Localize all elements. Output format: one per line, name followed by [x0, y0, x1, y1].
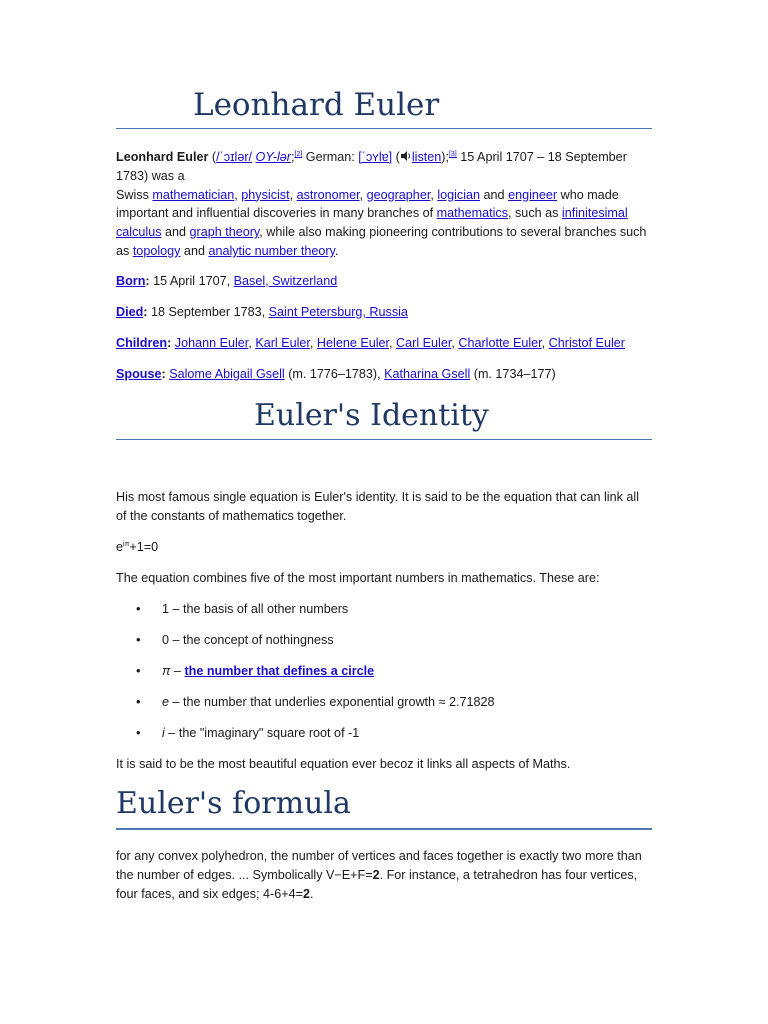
died-line: Died: 18 September 1783, Saint Petersburg, Russia	[116, 305, 408, 319]
reference-2-link[interactable]: [2]	[294, 150, 303, 158]
formula-heading: Euler's formula	[116, 786, 351, 821]
child-link[interactable]: Helene Euler	[316, 336, 390, 350]
spouse-2-link[interactable]: Katharina Gsell	[384, 367, 471, 381]
died-label-link[interactable]: Died	[116, 305, 144, 319]
page-title: Leonhard Euler	[193, 87, 440, 123]
identity-intro-paragraph: The equation combines five of the most important numbers in mathematics. These are:	[116, 571, 600, 585]
intro-paragraph: Leonhard Euler (/ˈɔɪlər/ OY-lər;[2] German: [ˈɔʏlɐ] ( listen);[3] 15 April 1707 – 18 September 1783) was a Swiss mathematician, physicist, astronomer, geographer, logician and engineer who made important and influential discoveries in many branches of mathematics, such as infinitesimal calculus and graph theory, while also making pioneering contributions to several branches such as topology and analytic number theory.	[116, 150, 647, 258]
formula-rule	[116, 828, 652, 830]
subject-name: Leonhard Euler	[116, 150, 209, 164]
list-item: • e – the number that underlies exponential growth ≈ 2.71828	[136, 693, 656, 724]
child-link[interactable]: Karl Euler	[255, 336, 310, 350]
child-link[interactable]: Carl Euler	[396, 336, 452, 350]
identity-rule	[116, 439, 652, 440]
formula-paragraph: for any convex polyhedron, the number of vertices and faces together is exactly two more than the number of edges. ... Symbolically V−E+F=2. For instance, a tetrahedron has four vertices, four faces, and six edges; 4-6+4=2.	[116, 849, 642, 901]
graph-theory-link[interactable]: graph theory	[189, 225, 260, 240]
circle-definition-link[interactable]: the number that defines a circle	[184, 664, 375, 678]
identity-equation: $e^{i\pi}+1=0$	[116, 540, 159, 554]
listen-link[interactable]: listen	[411, 150, 442, 164]
list-item: • 1 – the basis of all other numbers	[136, 600, 656, 631]
reference-3-link[interactable]: [3]	[448, 150, 457, 158]
deathplace-link[interactable]: Saint Petersburg, Russia	[268, 305, 408, 319]
spouse-label-link[interactable]: Spouse	[116, 367, 162, 381]
list-item: • 0 – the concept of nothingness	[136, 631, 656, 662]
identity-heading: Euler's Identity	[254, 398, 489, 433]
identity-paragraph: His most famous single equation is Euler's identity. It is said to be the equation that can link all of the constants of mathematics together.	[116, 490, 639, 523]
geographer-link[interactable]: geographer	[366, 187, 431, 202]
topology-link[interactable]: topology	[132, 243, 181, 258]
logician-link[interactable]: logician	[437, 187, 481, 202]
constants-list	[136, 600, 656, 755]
physicist-link[interactable]: physicist	[241, 187, 290, 202]
born-label-link[interactable]: Born	[116, 274, 146, 288]
ipa-english-link[interactable]: /ˈɔɪlər/	[216, 150, 253, 164]
engineer-link[interactable]: engineer	[508, 187, 558, 202]
astronomer-link[interactable]: astronomer	[296, 187, 360, 202]
child-link[interactable]: Charlotte Euler	[458, 336, 542, 350]
born-line: Born: 15 April 1707, Basel, Switzerland	[116, 274, 338, 288]
speaker-icon[interactable]	[400, 150, 412, 162]
respelling-link[interactable]: OY-lər	[255, 150, 291, 164]
spouse-1-link[interactable]: Salome Abigail Gsell	[169, 367, 285, 381]
ipa-german-link[interactable]: [ˈɔʏlɐ]	[358, 150, 393, 164]
title-rule	[116, 128, 652, 129]
child-link[interactable]: Johann Euler	[174, 336, 249, 350]
children-line: Children: Johann Euler, Karl Euler, Helene Euler, Carl Euler, Charlotte Euler, Christof Euler	[116, 336, 625, 350]
child-link[interactable]: Christof Euler	[548, 336, 625, 350]
birthplace-link[interactable]: Basel, Switzerland	[233, 274, 338, 288]
list-item: • i – the "imaginary" square root of -1	[136, 724, 656, 755]
analytic-number-theory-link[interactable]: analytic number theory	[208, 243, 335, 258]
infinitesimal-calculus-link[interactable]: infinitesimal calculus	[116, 206, 628, 240]
spouse-line: Spouse: Salome Abigail Gsell (m. 1776–1783), Katharina Gsell (m. 1734–177)	[116, 367, 556, 381]
identity-closing-paragraph: It is said to be the most beautiful equation ever becoz it links all aspects of Maths.	[116, 757, 571, 771]
list-item: • π – the number that defines a circle	[136, 662, 656, 693]
mathematics-link[interactable]: mathematics	[436, 206, 509, 221]
mathematician-link[interactable]: mathematician	[152, 187, 235, 202]
children-label-link[interactable]: Children	[116, 336, 168, 350]
